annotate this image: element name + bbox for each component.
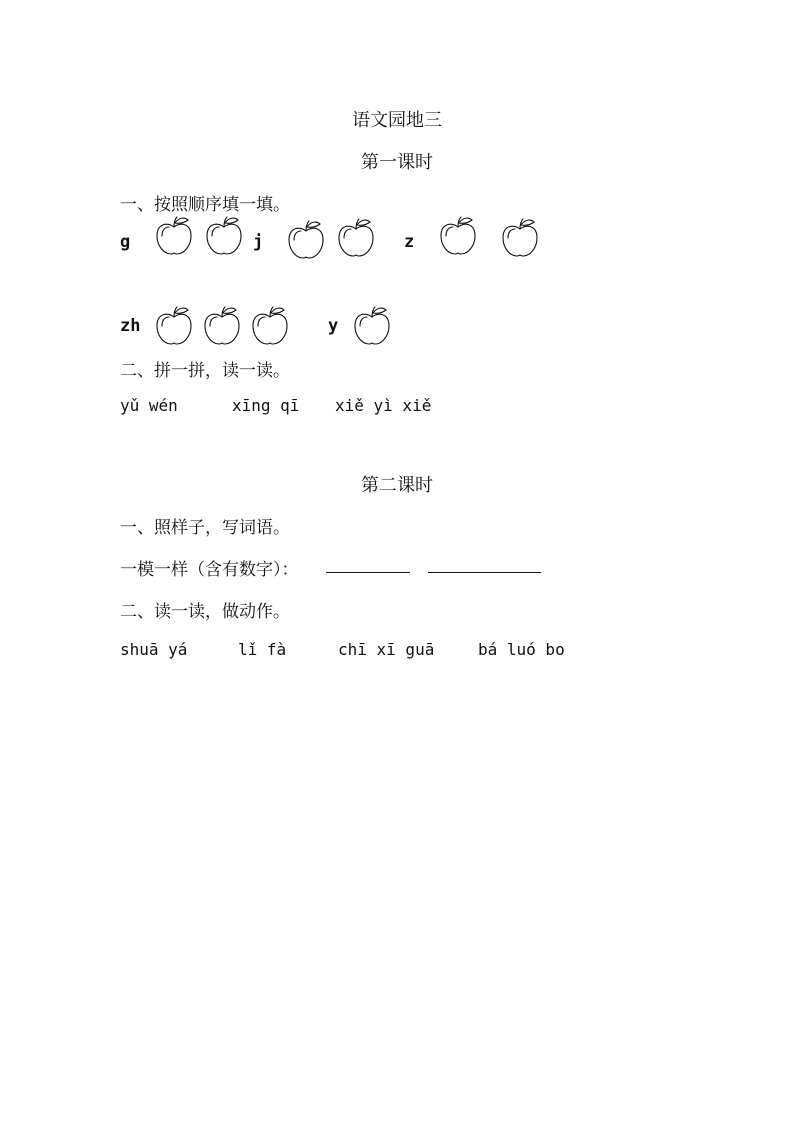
pinyin-word: shuā yá: [120, 640, 188, 659]
pinyin-word: lǐ fà: [238, 640, 287, 659]
apple-icon: [352, 304, 392, 346]
pinyin-word: xīng qī: [232, 396, 300, 415]
answer-blank[interactable]: [326, 572, 410, 573]
apple-icon: [202, 304, 242, 346]
apple-icon: [286, 218, 326, 260]
lesson1-q1-label: 一、按照顺序填一填。: [120, 195, 290, 215]
lesson1-q2-label: 二、拼一拼，读一读。: [120, 361, 290, 381]
apple-icon: [500, 216, 540, 258]
apple-icon: [204, 214, 244, 256]
pinyin-word: yǔ wén: [120, 396, 178, 415]
example-prompt: 一模一样（含有数字）：: [120, 560, 299, 580]
lesson2-q1-label: 一、照样子，写词语。: [120, 518, 290, 538]
apple-icon: [250, 304, 290, 346]
unit-title: 语文园地三: [352, 110, 442, 131]
apple-icon: [154, 214, 194, 256]
pinyin-word: xiě yì xiě: [335, 396, 432, 415]
answer-blank[interactable]: [428, 572, 541, 573]
apple-icon: [336, 216, 376, 258]
letter-g: g: [120, 232, 131, 252]
pinyin-word: chī xī guā: [338, 640, 435, 659]
pinyin-word: bá luó bo: [478, 640, 565, 659]
lesson2-q2-label: 二、读一读，做动作。: [120, 602, 290, 622]
apple-icon: [438, 214, 478, 256]
apple-icon: [154, 304, 194, 346]
lesson2-title: 第二课时: [361, 475, 433, 496]
letter-y: y: [328, 316, 339, 336]
letter-z: z: [404, 232, 415, 252]
lesson1-title: 第一课时: [361, 152, 433, 173]
letter-j: j: [253, 232, 264, 252]
letter-zh: zh: [120, 316, 141, 336]
